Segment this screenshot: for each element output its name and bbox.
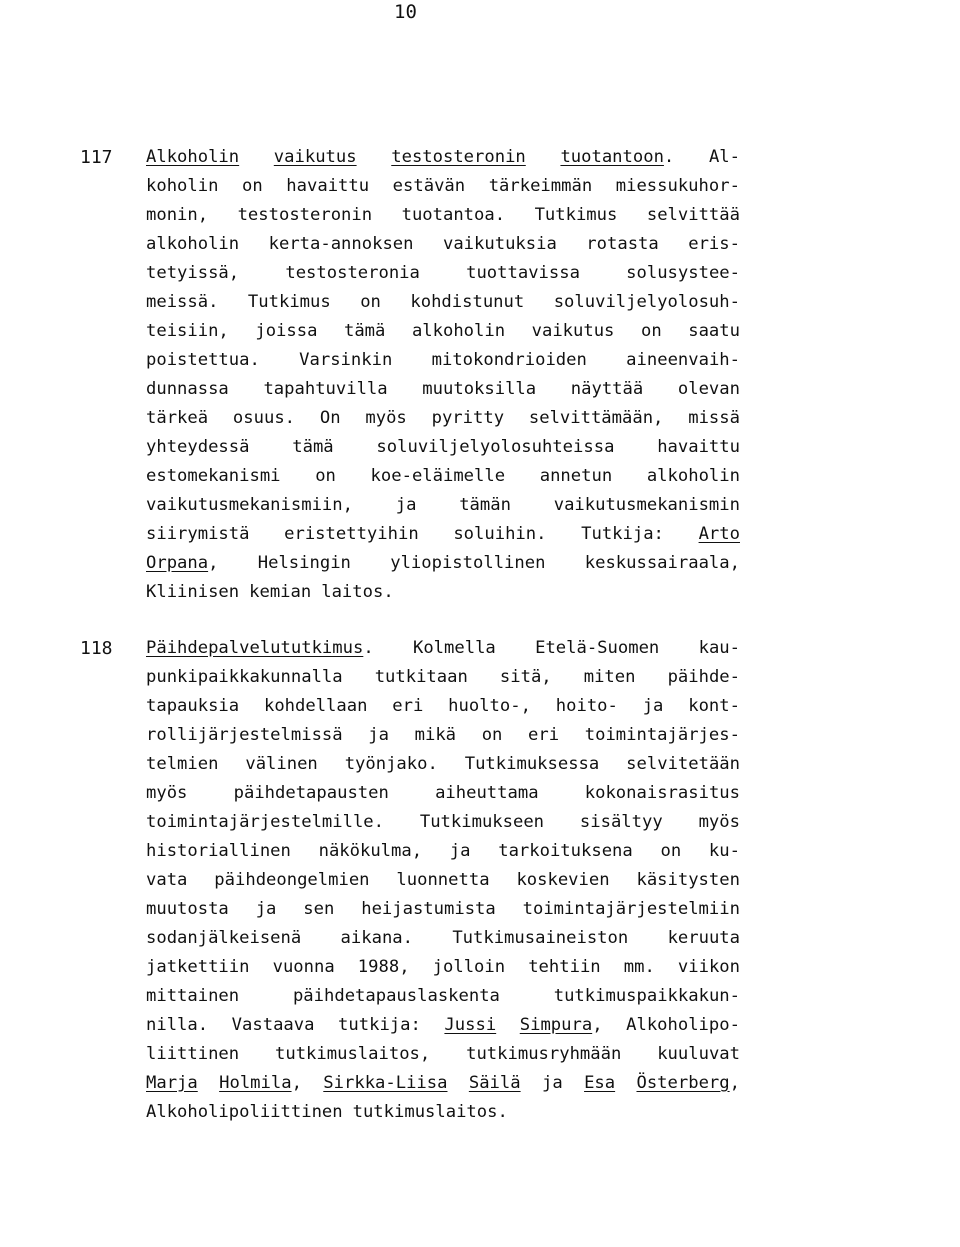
word: ku- bbox=[708, 841, 740, 861]
word: sen bbox=[303, 899, 335, 919]
text-line bbox=[146, 520, 740, 549]
word: estävän bbox=[392, 176, 466, 196]
word: vaikutuksia bbox=[442, 234, 557, 254]
word: telmien bbox=[146, 754, 219, 774]
word: jolloin bbox=[432, 957, 506, 977]
word: meissä. bbox=[146, 292, 219, 312]
word: on bbox=[481, 725, 503, 745]
word: olevan bbox=[677, 379, 740, 399]
word: tarkoituksena bbox=[498, 841, 633, 861]
word: poistettua. bbox=[146, 350, 260, 370]
word: Kolmella bbox=[412, 638, 496, 658]
word: Österberg, bbox=[636, 1073, 740, 1093]
word: dunnassa bbox=[146, 379, 229, 399]
word: tämän bbox=[459, 495, 511, 515]
word: soluviljelyolosuhteissa bbox=[376, 437, 615, 457]
word: ja bbox=[449, 841, 471, 861]
word: liittinen bbox=[146, 1044, 240, 1064]
word: sodanjälkeisenä bbox=[146, 928, 302, 948]
page-number: 10 bbox=[394, 1, 417, 23]
word: havaittu bbox=[286, 176, 370, 196]
word: tuottavissa bbox=[466, 263, 580, 283]
entry-body bbox=[146, 634, 740, 1127]
word: vaikutus bbox=[273, 147, 357, 167]
text-line bbox=[146, 578, 740, 607]
word: sisältyy bbox=[579, 812, 663, 832]
text-line bbox=[146, 143, 740, 172]
word: vaikutusmekanismin bbox=[553, 495, 740, 515]
word: Tutkimusaineiston bbox=[452, 928, 629, 948]
word: kohdistunut bbox=[410, 292, 525, 312]
word: vata bbox=[146, 870, 188, 890]
word: Sirkka-Liisa bbox=[323, 1073, 448, 1093]
word: Marja bbox=[146, 1073, 198, 1093]
word: teisiin, bbox=[146, 321, 229, 341]
text-line bbox=[146, 433, 740, 462]
text-line bbox=[146, 317, 740, 346]
text-line bbox=[146, 201, 740, 230]
word: punkipaikkakunnalla bbox=[146, 667, 343, 687]
word: Tutkimuksessa bbox=[464, 754, 600, 774]
word: Tutkija: bbox=[581, 524, 664, 544]
word: ja bbox=[541, 1073, 563, 1093]
word: muutoksilla bbox=[422, 379, 537, 399]
text-line bbox=[146, 721, 740, 750]
text-line bbox=[146, 462, 740, 491]
word: yhteydessä bbox=[146, 437, 250, 457]
word: Alkoholin bbox=[146, 147, 240, 167]
word: kont- bbox=[688, 696, 740, 716]
word: laitos. bbox=[321, 582, 394, 602]
word: jatkettiin bbox=[146, 957, 250, 977]
word: käsitysten bbox=[636, 870, 740, 890]
word: päihdetapauslaskenta bbox=[292, 986, 500, 1006]
word: tutkimuslaitos, bbox=[275, 1044, 431, 1064]
word: näyttää bbox=[570, 379, 644, 399]
word: testosteronia bbox=[285, 263, 420, 283]
word: päihdeongelmien bbox=[214, 870, 370, 890]
word: Tutkimus bbox=[534, 205, 618, 225]
word: Tutkimus bbox=[247, 292, 331, 312]
word: tärkeä bbox=[146, 408, 209, 428]
word: Tutkimukseen bbox=[419, 812, 545, 832]
text-line bbox=[146, 924, 740, 953]
word: Varsinkin bbox=[299, 350, 393, 370]
word: aiheuttama bbox=[435, 783, 539, 803]
word: työnjako. bbox=[344, 754, 438, 774]
word: Al- bbox=[708, 147, 740, 167]
word: monin, bbox=[146, 205, 209, 225]
word: eri bbox=[392, 696, 424, 716]
word: on bbox=[315, 466, 336, 486]
text-line bbox=[146, 634, 740, 663]
word: kokonaisrasitus bbox=[584, 783, 740, 803]
word: mitokondrioiden bbox=[431, 350, 587, 370]
word: soluviljelyolosuh- bbox=[553, 292, 740, 312]
word: saatu bbox=[688, 321, 740, 341]
word: vuonna bbox=[272, 957, 335, 977]
word: koe-eläimelle bbox=[370, 466, 506, 486]
word: Vastaava bbox=[231, 1015, 315, 1035]
word: miten bbox=[583, 667, 636, 687]
entry-body bbox=[146, 143, 740, 607]
word: toimintajärjestelmiin bbox=[522, 899, 740, 919]
word: Etelä-Suomen bbox=[535, 638, 660, 658]
text-line bbox=[146, 1069, 740, 1098]
word: ja bbox=[395, 495, 417, 515]
text-line bbox=[146, 1040, 740, 1069]
word: on bbox=[360, 292, 381, 312]
word: päihde- bbox=[667, 667, 740, 687]
word: selvittämään, bbox=[528, 408, 664, 428]
word: vaikutus bbox=[531, 321, 615, 341]
text-line bbox=[146, 288, 740, 317]
text-line bbox=[146, 1011, 740, 1040]
text-line bbox=[146, 259, 740, 288]
word: tämä bbox=[343, 321, 386, 341]
word: osuus. bbox=[232, 408, 296, 428]
word: aineenvaih- bbox=[626, 350, 740, 370]
word: alkoholin bbox=[146, 234, 240, 254]
word: Päihdepalvelututkimus. bbox=[146, 638, 374, 658]
entry-number: 118 bbox=[80, 638, 113, 659]
word: koskevien bbox=[516, 870, 610, 890]
word: heijastumista bbox=[361, 899, 496, 919]
word: testosteronin bbox=[391, 147, 526, 167]
word: aikana. bbox=[340, 928, 413, 948]
word: luonnetta bbox=[396, 870, 490, 890]
word: sitä, bbox=[499, 667, 552, 687]
text-line bbox=[146, 172, 740, 201]
word: solusystee- bbox=[626, 263, 740, 283]
text-line bbox=[146, 779, 740, 808]
word: rollijärjestelmissä bbox=[146, 725, 343, 745]
word: kerta-annoksen bbox=[268, 234, 414, 254]
word: kuuluvat bbox=[657, 1044, 740, 1064]
word: Jussi bbox=[444, 1015, 497, 1035]
word: Alkoholipoliittinen bbox=[146, 1102, 343, 1122]
entry-number: 117 bbox=[80, 147, 113, 168]
word: soluihin. bbox=[453, 524, 547, 544]
word: Arto bbox=[698, 524, 740, 544]
text-line bbox=[146, 375, 740, 404]
text-line bbox=[146, 549, 740, 578]
word: kau- bbox=[698, 638, 740, 658]
word: alkoholin bbox=[411, 321, 506, 341]
word: toimintajärjes- bbox=[584, 725, 740, 745]
word: koholin bbox=[146, 176, 219, 196]
word: selvittää bbox=[646, 205, 740, 225]
word: On bbox=[319, 408, 341, 428]
word: tutkimuspaikkakun- bbox=[553, 986, 740, 1006]
word: tehtiin bbox=[528, 957, 601, 977]
word: alkoholin bbox=[646, 466, 740, 486]
word: tuotantoon. bbox=[560, 147, 675, 167]
word: tutkimusryhmään bbox=[466, 1044, 622, 1064]
word: mittainen bbox=[146, 986, 240, 1006]
word: ja bbox=[255, 899, 277, 919]
word: mm. bbox=[623, 957, 655, 977]
text-line bbox=[146, 750, 740, 779]
word: eris- bbox=[688, 234, 740, 254]
word: Kliinisen bbox=[146, 582, 240, 602]
word: rotasta bbox=[586, 234, 659, 254]
word: nilla. bbox=[146, 1015, 209, 1035]
word: siirymistä bbox=[146, 524, 250, 544]
text-line bbox=[146, 230, 740, 259]
text-line bbox=[146, 692, 740, 721]
word: mikä bbox=[414, 725, 457, 745]
word: historiallinen bbox=[146, 841, 291, 861]
word: tutkija: bbox=[338, 1015, 421, 1035]
word: eri bbox=[528, 725, 560, 745]
word: on bbox=[242, 176, 263, 196]
text-line bbox=[146, 346, 740, 375]
text-line bbox=[146, 491, 740, 520]
word: testosteronin bbox=[237, 205, 373, 225]
word: pyritty bbox=[431, 408, 505, 428]
word: muutosta bbox=[146, 899, 229, 919]
word: myös bbox=[146, 783, 188, 803]
word: Orpana, bbox=[146, 553, 219, 573]
word: huolto-, bbox=[448, 696, 531, 716]
text-line bbox=[146, 663, 740, 692]
word: Helsingin bbox=[257, 553, 351, 573]
word: ja bbox=[642, 696, 664, 716]
word: tetyissä, bbox=[146, 263, 240, 283]
word: missä bbox=[688, 408, 740, 428]
word: viikon bbox=[677, 957, 740, 977]
word: estomekanismi bbox=[146, 466, 281, 486]
word: annetun bbox=[539, 466, 613, 486]
word: selvitetään bbox=[626, 754, 740, 774]
word: keskussairaala, bbox=[584, 553, 740, 573]
word: vaikutusmekanismiin, bbox=[146, 495, 353, 515]
text-line bbox=[146, 982, 740, 1011]
word: tapahtuvilla bbox=[263, 379, 388, 399]
word: tärkeimmän bbox=[488, 176, 593, 196]
word: Holmila, bbox=[219, 1073, 302, 1093]
word: Alkoholipo- bbox=[626, 1015, 740, 1035]
word: Esa bbox=[584, 1073, 616, 1093]
word: yliopistollinen bbox=[390, 553, 546, 573]
text-line bbox=[146, 895, 740, 924]
word: Simpura, bbox=[519, 1015, 603, 1035]
word: kohdellaan bbox=[263, 696, 368, 716]
word: keruuta bbox=[667, 928, 740, 948]
word: on bbox=[660, 841, 682, 861]
word: miessukuhor- bbox=[615, 176, 740, 196]
word: tutkitaan bbox=[374, 667, 468, 687]
word: näkökulma, bbox=[318, 841, 423, 861]
word: havaittu bbox=[657, 437, 740, 457]
word: myös bbox=[698, 812, 740, 832]
text-line bbox=[146, 953, 740, 982]
word: välinen bbox=[245, 754, 318, 774]
word: 1988, bbox=[357, 957, 410, 977]
word: on bbox=[640, 321, 662, 341]
word: tuotantoa. bbox=[401, 205, 506, 225]
word: tämä bbox=[292, 437, 334, 457]
word: joissa bbox=[255, 321, 318, 341]
word: myös bbox=[365, 408, 407, 428]
word: tutkimuslaitos. bbox=[352, 1102, 508, 1122]
word: tapauksia bbox=[146, 696, 240, 716]
text-line bbox=[146, 808, 740, 837]
text-line bbox=[146, 837, 740, 866]
text-line bbox=[146, 404, 740, 433]
word: päihdetapausten bbox=[233, 783, 389, 803]
word: ja bbox=[368, 725, 389, 745]
word: Säilä bbox=[468, 1073, 521, 1093]
text-line bbox=[146, 866, 740, 895]
word: kemian bbox=[249, 582, 312, 602]
word: eristettyihin bbox=[284, 524, 419, 544]
text-line bbox=[146, 1098, 740, 1127]
word: toimintajärjestelmille. bbox=[146, 812, 384, 832]
word: hoito- bbox=[555, 696, 618, 716]
